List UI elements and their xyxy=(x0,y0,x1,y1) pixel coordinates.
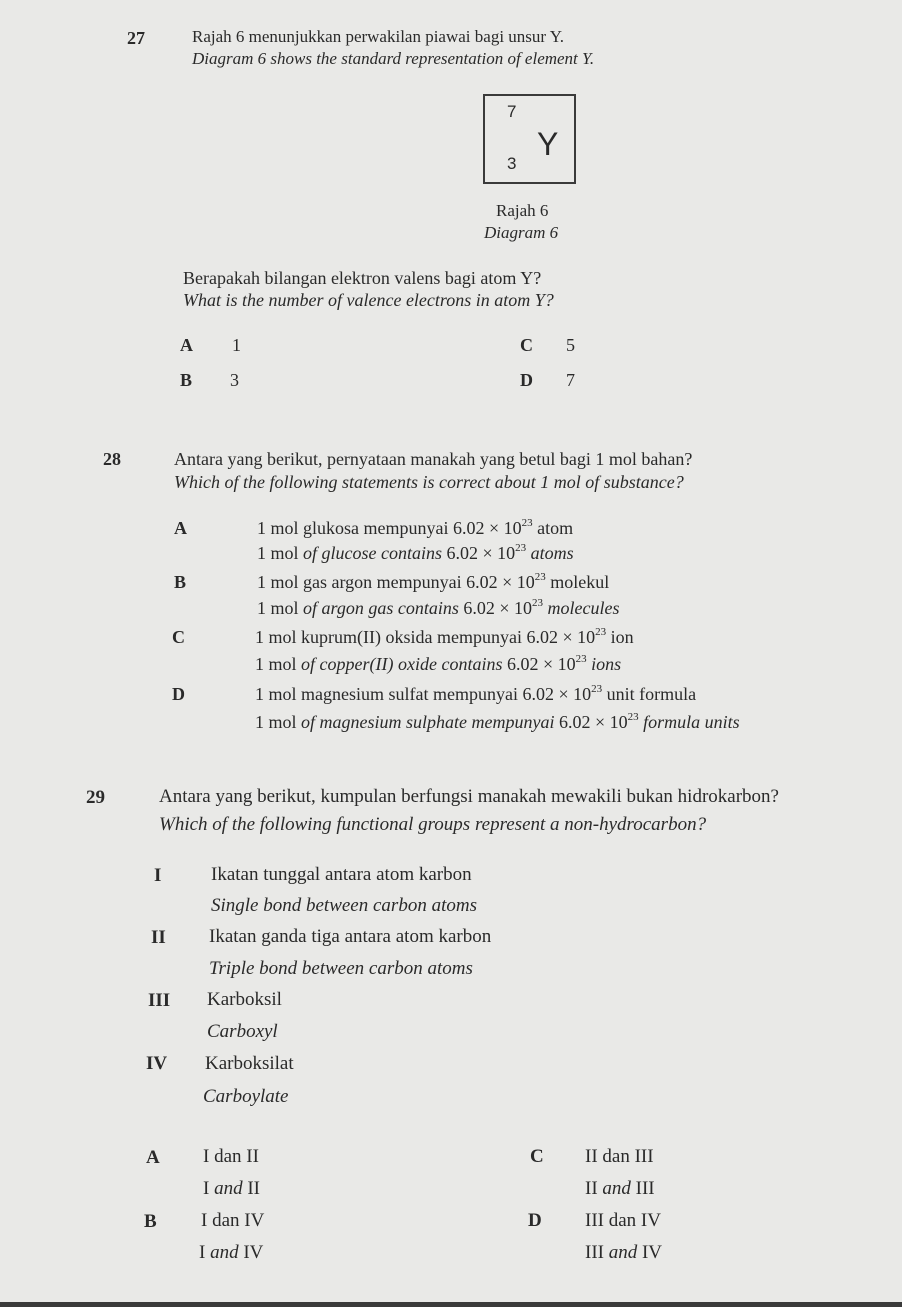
option-text-en: 1 mol of magnesium sulphate mempunyai $6.02 \times 10^{23}$ formula units xyxy=(255,711,740,732)
option-text-ms: III dan IV xyxy=(585,1210,661,1231)
question-stem-ms: Antara yang berikut, pernyataan manakah yang betul bagi 1 mol bahan? xyxy=(174,449,693,469)
option-text-en: II and III xyxy=(585,1178,655,1199)
element-symbol: Y xyxy=(537,126,559,162)
question-stem-en: Which of the following statements is correct about 1 mol of substance? xyxy=(174,472,684,492)
diagram-caption-ms: Rajah 6 xyxy=(496,201,549,220)
option-text-ms: II dan III xyxy=(585,1146,654,1167)
page-bottom-edge xyxy=(0,1302,902,1307)
option-letter: D xyxy=(172,684,185,704)
question-stem-en: Which of the following functional groups represent a non-hydrocarbon? xyxy=(159,814,707,835)
option-text-ms: 1 mol glukosa mempunyai $6.02 \times 10^{23}$ atom xyxy=(257,517,574,538)
option-letter: D xyxy=(520,370,533,390)
statement-ms: Ikatan tunggal antara atom karbon xyxy=(211,864,472,885)
statement-ms: Karboksilat xyxy=(205,1053,294,1074)
statement-ms: Ikatan ganda tiga antara atom karbon xyxy=(209,926,492,947)
option-text-en: I and II xyxy=(203,1178,260,1199)
option-text-ms: I dan II xyxy=(203,1146,259,1167)
question-number: 29 xyxy=(86,787,105,808)
option-value: 3 xyxy=(230,370,239,390)
option-text-en: I and IV xyxy=(199,1242,264,1263)
option-text-en: III and IV xyxy=(585,1242,663,1263)
option-letter: B xyxy=(144,1211,157,1232)
option-value: 7 xyxy=(566,370,575,390)
option-letter: C xyxy=(520,335,533,355)
question-stem-ms: Antara yang berikut, kumpulan berfungsi manakah mewakili bukan hidrokarbon? xyxy=(159,786,779,807)
option-letter: C xyxy=(530,1146,544,1167)
option-text-en: 1 mol of argon gas contains $6.02 \times 10^{23}$ molecules xyxy=(257,597,620,618)
question-text-en: What is the number of valence electrons in atom Y? xyxy=(183,290,554,310)
option-text-ms: I dan IV xyxy=(201,1210,265,1231)
option-text-ms: 1 mol kuprum(II) oksida mempunyai $6.02 \times 10^{23}$ ion xyxy=(255,626,634,647)
statement-en: Carboxyl xyxy=(207,1021,278,1042)
question-number: 28 xyxy=(103,449,121,469)
option-value: 1 xyxy=(232,335,241,355)
option-letter: D xyxy=(528,1210,542,1231)
statement-en: Triple bond between carbon atoms xyxy=(209,958,473,979)
statement-ms: Karboksil xyxy=(207,989,282,1010)
proton-number: 3 xyxy=(507,154,517,173)
option-letter: A xyxy=(180,335,193,355)
diagram-caption-en: Diagram 6 xyxy=(484,223,559,242)
option-letter: B xyxy=(180,370,193,390)
option-letter: C xyxy=(172,627,185,647)
roman-numeral: IV xyxy=(146,1053,168,1074)
mass-number: 7 xyxy=(507,102,517,121)
option-letter: A xyxy=(174,518,187,538)
option-letter: B xyxy=(174,572,187,592)
roman-numeral: III xyxy=(148,990,171,1011)
roman-numeral: II xyxy=(151,927,166,948)
option-letter: A xyxy=(146,1147,160,1168)
statement-en: Single bond between carbon atoms xyxy=(211,895,477,916)
option-text-en: 1 mol of copper(II) oxide contains $6.02 \times 10^{23}$ ions xyxy=(255,653,622,674)
option-text-en: 1 mol of glucose contains $6.02 \times 10^{23}$ atoms xyxy=(257,542,574,563)
question-text-ms: Berapakah bilangan elektron valens bagi atom Y? xyxy=(183,268,542,288)
option-text-ms: 1 mol gas argon mempunyai $6.02 \times 10^{23}$ molekul xyxy=(257,571,610,592)
question-number: 27 xyxy=(127,28,145,48)
statement-en: Carboylate xyxy=(203,1086,289,1107)
element-notation-diagram xyxy=(483,94,576,184)
roman-numeral: I xyxy=(154,865,162,886)
option-text-ms: 1 mol magnesium sulfat mempunyai $6.02 \times 10^{23}$ unit formula xyxy=(255,683,697,704)
question-stem-ms: Rajah 6 menunjukkan perwakilan piawai bagi unsur Y. xyxy=(192,27,565,46)
option-value: 5 xyxy=(566,335,575,355)
question-stem-en: Diagram 6 shows the standard representation of element Y. xyxy=(192,49,595,68)
